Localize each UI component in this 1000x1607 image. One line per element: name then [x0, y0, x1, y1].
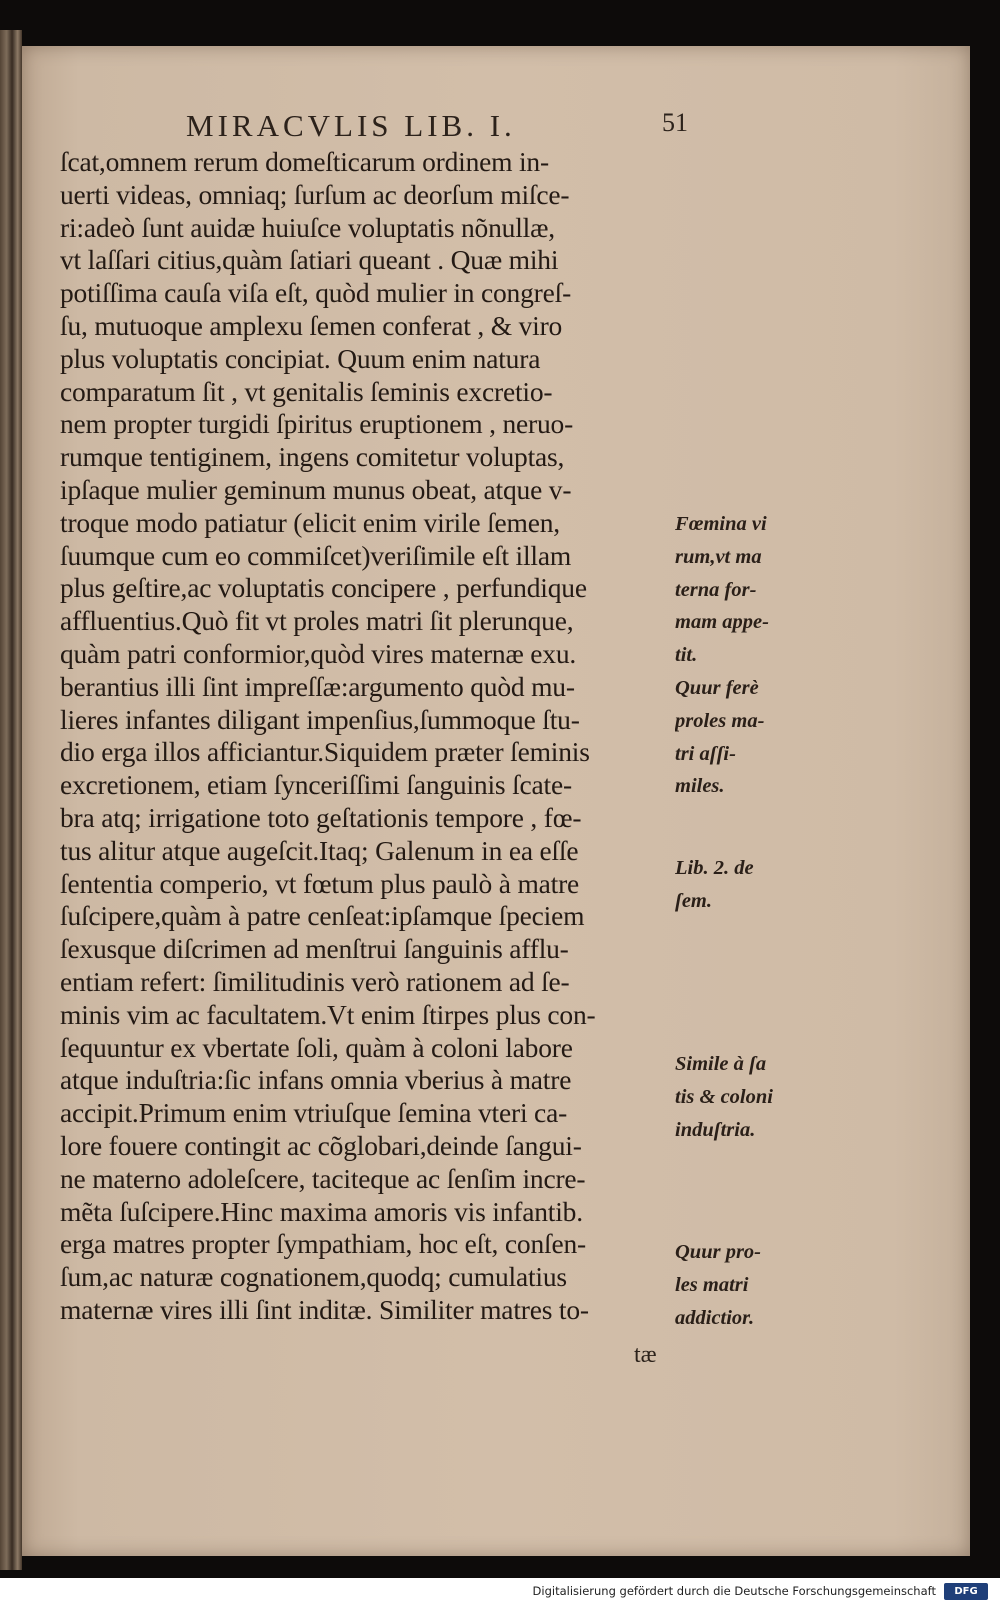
funding-credit: Digitalisierung gefördert durch die Deutsche Forschungsgemeinschaft	[532, 1584, 936, 1598]
margin-note-line: Fœmina vi	[675, 513, 767, 535]
text-line: troque modo patiatur (elicit enim virile ſemen,	[60, 506, 560, 538]
margin-note-line: rum,vt ma	[675, 545, 762, 568]
catchword: tæ	[634, 1342, 657, 1368]
text-line: mẽta ſuſcipere.Hinc maxima amoris vis infantib.	[60, 1195, 583, 1227]
text-line: minis vim ac facultatem.Vt enim ſtirpes plus con-	[60, 998, 596, 1030]
text-line: vt laſſari citius,quàm ſatiari queant . Quæ mihi	[60, 244, 559, 276]
text-line: plus geſtire,ac voluptatis concipere , perfundique	[60, 572, 587, 604]
margin-note-4	[675, 1048, 825, 1146]
text-line: quàm patri conformior,quòd vires maternæ exu.	[60, 637, 577, 669]
text-line: atque induſtria:ſic infans omnia vberius à matre	[60, 1064, 572, 1096]
text-line: nem propter turgidi ſpiritus eruptionem , neruo-	[60, 408, 574, 440]
margin-note-line: ſem.	[675, 889, 712, 912]
margin-note-line: mam appe-	[675, 611, 769, 634]
page-fore-edge	[0, 30, 22, 1570]
page-number: 51	[662, 108, 688, 137]
text-line: ſuumque cum eo commiſcet)veriſimile eſt illam	[60, 539, 572, 571]
dfg-logo-icon: DFG	[944, 1583, 988, 1600]
text-line: erga matres propter ſympathiam, hoc eſt, conſen-	[60, 1228, 586, 1260]
margin-note-line: Quur ferè	[675, 677, 759, 699]
running-title: MIRACVLIS LIB. I.	[186, 108, 516, 143]
margin-note-5	[675, 1236, 825, 1334]
margin-note-line: Lib. 2. de	[675, 857, 754, 879]
margin-note-line: addictior.	[675, 1306, 755, 1329]
margin-note-line: tis & coloni	[675, 1085, 773, 1108]
text-line: accipit.Primum enim vtriuſque ſemina vteri ca-	[60, 1097, 568, 1129]
text-line: affluentius.Quò fit vt proles matri ſit plerunque,	[60, 605, 574, 637]
text-line: comparatum ſit , vt genitalis ſeminis excretio-	[60, 375, 553, 407]
text-line: ſcat,omnem rerum domeſticarum ordinem in-	[60, 146, 549, 177]
text-line: plus voluptatis concipiat. Quum enim natura	[60, 342, 541, 374]
text-line: ſuſcipere,quàm à patre cenſeat:ipſamque ſpeciem	[60, 900, 585, 932]
margin-note-line: proles ma-	[675, 709, 765, 732]
margin-note-line: Quur pro-	[675, 1241, 762, 1263]
footer-bar	[0, 1578, 1000, 1607]
text-line: excretionem, etiam ſynceriſſimi ſanguinis ſcate-	[60, 769, 572, 801]
text-line: lore fouere contingit ac cõglobari,deinde ſangui-	[60, 1129, 582, 1161]
text-line: berantius illi ſint impreſſæ:argumento quòd mu-	[60, 670, 575, 702]
text-line: tus alitur atque augeſcit.Itaq; Galenum in ea eſſe	[60, 834, 579, 866]
text-line: ſententia comperio, vt fœtum plus paulò à matre	[60, 867, 580, 899]
text-line: dio erga illos afficiantur.Siquidem præter ſeminis	[60, 736, 590, 768]
margin-note-line: les matri	[675, 1273, 749, 1296]
text-line: ne materno adoleſcere, taciteque ac ſenſim incre-	[60, 1162, 586, 1194]
margin-note-line: tri aſſi-	[675, 742, 736, 765]
margin-note-line: tit.	[675, 644, 698, 667]
margin-note-line: induſtria.	[675, 1118, 756, 1141]
body-text	[60, 146, 700, 1327]
text-line: ſequuntur ex vbertate ſoli, quàm à coloni labore	[60, 1031, 573, 1063]
margin-note-line: terna for-	[675, 578, 757, 601]
text-line: ſum,ac naturæ cognationem,quodq; cumulatius	[60, 1261, 567, 1293]
text-line: rumque tentiginem, ingens comitetur voluptas,	[60, 441, 565, 473]
text-line: lieres infantes diligant impenſius,ſummoque ſtu-	[60, 703, 580, 735]
running-header	[168, 108, 688, 148]
margin-note-1	[675, 508, 825, 672]
text-line: maternæ vires illi ſint inditæ. Similiter matres to-	[60, 1293, 589, 1325]
margin-note-line: Simile à ſa	[675, 1053, 767, 1075]
text-line: potiſſima cauſa viſa eſt, quòd mulier in congreſ-	[60, 277, 572, 309]
margin-note-line: miles.	[675, 775, 725, 798]
text-line: ipſaque mulier geminum munus obeat, atque v-	[60, 473, 572, 505]
text-line: ſu, mutuoque amplexu ſemen conferat , & viro	[60, 309, 563, 341]
text-line: bra atq; irrigatione toto geſtationis tempore , fœ-	[60, 801, 582, 833]
margin-note-2	[675, 672, 825, 803]
margin-note-3	[675, 852, 825, 918]
text-line: ſexusque diſcrimen ad menſtrui ſanguinis afflu-	[60, 933, 569, 965]
text-line: entiam refert: ſimilitudinis verò rationem ad ſe-	[60, 965, 570, 997]
text-line: ri:adeò ſunt auidæ huiuſce voluptatis nõnullæ,	[60, 211, 555, 243]
text-line: uerti videas, omniaq; ſurſum ac deorſum miſce-	[60, 178, 570, 210]
